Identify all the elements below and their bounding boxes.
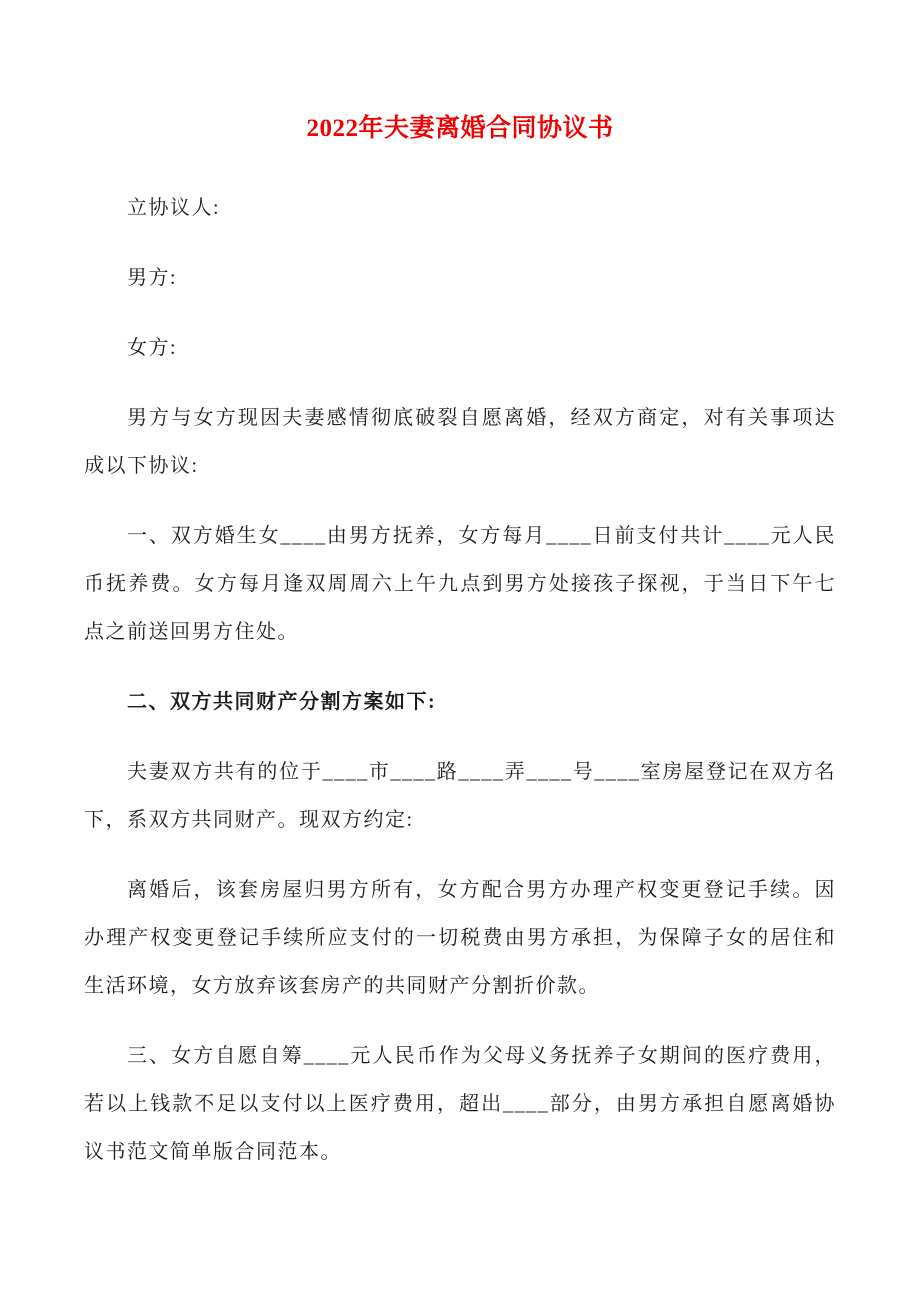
paragraph-husband-label: 男方: xyxy=(127,267,178,289)
paragraph-clause-1: 一、双方婚生女____由男方抚养，女方每月____日前支付共计____元人民币抚养费。女方每月逢双周周六上午九点到男方处接孩子探视，于当日下午七点之前送回男方住处。 xyxy=(84,525,836,643)
paragraph-preamble: 男方与女方现因夫妻感情彻底破裂自愿离婚，经双方商定，对有关事项达成以下协议: xyxy=(84,407,836,477)
paragraph-clause-3: 三、女方自愿自筹____元人民币作为父母义务抚养子女期间的医疗费用，若以上钱款不足以支付以上医疗费用，超出____部分，由男方承担自愿离婚协议书范文简单版合同范本。 xyxy=(84,1045,836,1163)
paragraph-clause-2-property: 夫妻双方共有的位于____市____路____弄____号____室房屋登记在双方名下，系双方共同财产。现双方约定: xyxy=(84,761,836,831)
paragraph-wife-label: 女方: xyxy=(127,337,178,359)
paragraph-agreement-parties: 立协议人: xyxy=(127,197,221,219)
paragraph-clause-2-terms: 离婚后，该套房屋归男方所有，女方配合男方办理产权变更登记手续。因办理产权变更登记手续所应支付的一切税费由男方承担，为保障子女的居住和生活环境，女方放弃该套房产的共同财产分割折价款。 xyxy=(84,879,836,997)
document-title: 2022年夫妻离婚合同协议书 xyxy=(306,115,614,142)
heading-clause-2: 二、双方共同财产分割方案如下: xyxy=(127,691,437,713)
